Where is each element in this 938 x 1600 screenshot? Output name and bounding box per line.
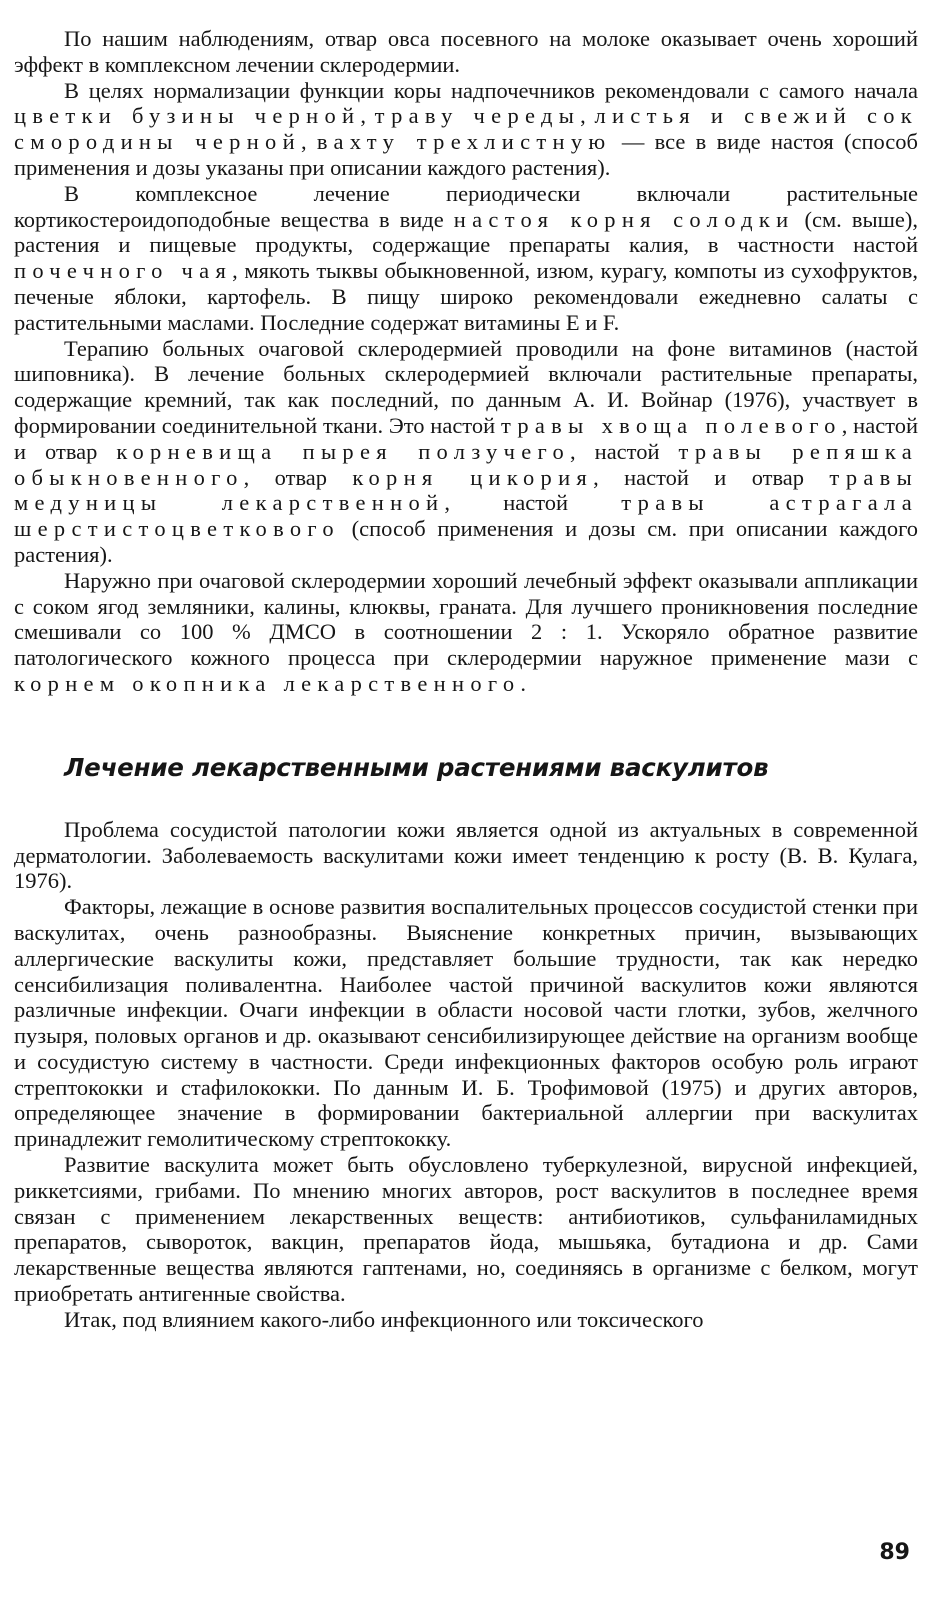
text-run: (см. выше), растения и пищевые продукты, содержащие препараты калия, в частности настой bbox=[14, 206, 919, 258]
plant-name-licorice: настоя корня солодки bbox=[453, 206, 795, 232]
paragraph-adrenal-normalization bbox=[14, 78, 918, 181]
plant-name-lungwort: травы медуницы лекарственной bbox=[14, 464, 919, 516]
text-run: , мякоть тыквы обыкновенной, изюм, курагу, компоты из сухофруктов, печеные яблоки, картофель. В пищу широко рекомендовали ежедневно салаты с растительными маслами. Последние содержат витамины E и F. bbox=[14, 258, 919, 335]
text-run: , bbox=[580, 103, 595, 129]
text-run: . bbox=[520, 670, 527, 696]
text-run: , настой bbox=[444, 490, 622, 516]
plant-name-blackcurrant: листья и свежий сок смородины черной bbox=[14, 103, 919, 155]
paragraph-continued: Итак, под влиянием какого-либо инфекционного или токсического bbox=[64, 1306, 704, 1332]
paragraph-oat-decoction: По нашим наблюдениям, отвар овса посевного на молоке оказывает очень хороший эффект в комплексном лечении склеродермии. bbox=[14, 26, 918, 77]
plant-name-agrimony: травы репяшка обыкновенного bbox=[14, 438, 918, 490]
text-run: , настой bbox=[570, 438, 679, 464]
book-page bbox=[14, 26, 918, 1333]
text-run: , настой и отвар bbox=[14, 412, 919, 464]
section-heading-vasculitis: Лечение лекарственными растениями васкулитов bbox=[64, 752, 769, 782]
plant-name-horsetail: травы хвоща полевого bbox=[500, 412, 842, 438]
text-run: (способ применения и дозы см. при описании каждого растения). bbox=[14, 516, 918, 567]
plant-name-kidney-tea: почечного чая bbox=[14, 258, 233, 284]
text-run: В целях нормализации функции коры надпочечников рекомендовали с самого начала bbox=[64, 77, 918, 103]
text-run: Наружно при очаговой склеродермии хороший лечебный эффект оказывали аппликации с соком ягод земляники, калины, клюквы, граната. Для лучшего проникновения последние смешивали со 100 % ДМСО в соотношении 2 : 1. Ускоряло обратное развитие патологического кожного процесса при склеродермии наружное применение мази с bbox=[14, 567, 918, 671]
plant-name-couch-grass: корневища пырея ползучего bbox=[116, 438, 571, 464]
page-number: 89 bbox=[879, 1540, 910, 1565]
text-run: — все в виде настоя (способ применения и дозы указаны при описании каждого растения). bbox=[14, 129, 918, 180]
plant-name-comfrey: корнем окопника лекарственного bbox=[14, 670, 521, 696]
paragraph-vasculitis-causes: Развитие васкулита может быть обусловлено туберкулезной, вирусной инфекцией, риккетсиями, грибами. По мнению многих авторов, рост васкулитов в последнее время связан с применением лекарственных веществ: антибиотиков, сульфаниламидных препаратов, сывороток, вакцин, препаратов йода, мышьяка, бутадиона и др. Сами лекарственные вещества являются гаптенами, но, соединяясь в организме с белком, могут приобретать антигенные свойства. bbox=[14, 1152, 918, 1307]
text-run: , отвар bbox=[243, 464, 353, 490]
paragraph-vascular-pathology: Проблема сосудистой патологии кожи является одной из актуальных в современной дерматологии. Заболеваемость васкулитами кожи имеет тенденцию к росту (В. В. Кулага, 1976). bbox=[14, 816, 918, 894]
paragraph-external-treatment bbox=[14, 568, 918, 697]
plant-name-bur-marigold: траву череды bbox=[374, 103, 581, 129]
text-run: , настой и отвар bbox=[593, 464, 830, 490]
paragraph-corticosteroid-like bbox=[14, 181, 918, 336]
paragraph-vasculitis-factors: Факторы, лежащие в основе развития воспалительных процессов сосудистой стенки при васкулитах, очень разнообразны. Выяснение конкретных причин, вызывающих аллергические васкулиты кожи, представляет большие трудности, так как нередко сенсибилизация поливалентна. Наиболее частой причиной васкулитов кожи являются различные инфекции. Очаги инфекции в области носовой части глотки, зубов, желчного пузыря, половых органов и др. оказывают сенсибилизирующее действие на организм вообще и сосудистую систему в частности. Среди инфекционных факторов особую роль играют стрептококки и стафилококки. По данным И. Б. Трофимовой (1975) и других авторов, определяющее значение в формировании бактериальной аллергии при васкулитах принадлежит гемолитическому стрептококку. bbox=[14, 894, 918, 1152]
text-run: , bbox=[300, 129, 317, 155]
text-run: В комплексное лечение периодически включали растительные кортикостероидоподобные вещества в виде bbox=[14, 180, 918, 232]
section-vasculitis-body bbox=[14, 817, 918, 1333]
plant-name-elder-flowers: цветки бузины черной bbox=[14, 103, 361, 129]
plant-name-astragalus: травы астрагала шерстистоцветкового bbox=[14, 490, 918, 542]
text-run: , bbox=[360, 103, 375, 129]
paragraph-silicon-preparations bbox=[14, 336, 918, 568]
plant-name-bogbean: вахту трехлистную bbox=[316, 129, 612, 155]
text-run: Терапию больных очаговой склеродермией проводили на фоне витаминов (настой шиповника). В лечение больных склеродермией включали растительные препараты, содержащие кремний, так как последний, по данным А. И. Войнар (1976), участвует в формировании соединительной ткани. Это настой bbox=[14, 335, 918, 438]
plant-name-chicory: корня цикория bbox=[352, 464, 594, 490]
